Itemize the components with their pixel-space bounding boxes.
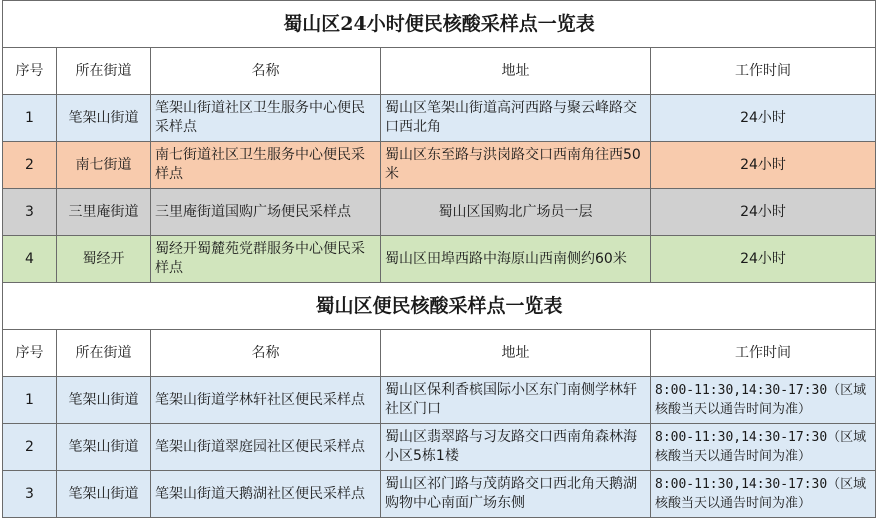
row-address: 蜀山区东至路与洪岗路交口西南角往西50米 — [381, 142, 651, 189]
row-name: 蜀经开蜀麓苑党群服务中心便民采样点 — [151, 236, 381, 283]
header-name: 名称 — [151, 48, 381, 95]
header-name: 名称 — [151, 330, 381, 377]
row-address: 蜀山区国购北广场员一层 — [381, 189, 651, 236]
table-row — [3, 189, 876, 236]
row-hours: 24小时 — [651, 95, 876, 142]
table-row — [3, 377, 876, 424]
row-address: 蜀山区保利香槟国际小区东门南侧学林轩社区门口 — [381, 377, 651, 424]
row-hours: 8:00-11:30,14:30-17:30（区域核酸当天以通告时间为准） — [651, 471, 876, 518]
row-hours: 24小时 — [651, 236, 876, 283]
sampling-sites-sheet — [2, 0, 875, 518]
row-name: 三里庵街道国购广场便民采样点 — [151, 189, 381, 236]
row-name: 笔架山街道学林轩社区便民采样点 — [151, 377, 381, 424]
row-street: 笔架山街道 — [57, 471, 151, 518]
row-street: 南七街道 — [57, 142, 151, 189]
row-street: 三里庵街道 — [57, 189, 151, 236]
table-row — [3, 236, 876, 283]
header-no: 序号 — [3, 48, 57, 95]
row-name: 笔架山街道社区卫生服务中心便民采样点 — [151, 95, 381, 142]
row-hours: 24小时 — [651, 189, 876, 236]
table2-title: 蜀山区便民核酸采样点一览表 — [3, 283, 876, 330]
row-name: 笔架山街道天鹅湖社区便民采样点 — [151, 471, 381, 518]
table-row — [3, 142, 876, 189]
header-address: 地址 — [381, 48, 651, 95]
row-no: 3 — [3, 471, 57, 518]
row-no: 4 — [3, 236, 57, 283]
row-no: 1 — [3, 95, 57, 142]
header-address: 地址 — [381, 330, 651, 377]
header-hours: 工作时间 — [651, 48, 876, 95]
row-name: 南七街道社区卫生服务中心便民采样点 — [151, 142, 381, 189]
row-hours: 24小时 — [651, 142, 876, 189]
row-hours: 8:00-11:30,14:30-17:30（区域核酸当天以通告时间为准） — [651, 377, 876, 424]
table-row — [3, 471, 876, 518]
sites-table — [2, 0, 876, 518]
table2-header-row — [3, 330, 876, 377]
table1-title: 蜀山区24小时便民核酸采样点一览表 — [3, 1, 876, 48]
row-address: 蜀山区翡翠路与习友路交口西南角森林海小区5栋1楼 — [381, 424, 651, 471]
row-no: 1 — [3, 377, 57, 424]
row-street: 蜀经开 — [57, 236, 151, 283]
header-no: 序号 — [3, 330, 57, 377]
row-hours: 8:00-11:30,14:30-17:30（区域核酸当天以通告时间为准） — [651, 424, 876, 471]
row-street: 笔架山街道 — [57, 95, 151, 142]
header-street: 所在街道 — [57, 48, 151, 95]
row-street: 笔架山街道 — [57, 424, 151, 471]
row-address: 蜀山区笔架山街道高河西路与聚云峰路交口西北角 — [381, 95, 651, 142]
row-no: 2 — [3, 142, 57, 189]
row-no: 2 — [3, 424, 57, 471]
row-no: 3 — [3, 189, 57, 236]
row-name: 笔架山街道翠庭园社区便民采样点 — [151, 424, 381, 471]
row-street: 笔架山街道 — [57, 377, 151, 424]
table-row — [3, 95, 876, 142]
table1-header-row — [3, 48, 876, 95]
header-hours: 工作时间 — [651, 330, 876, 377]
row-address: 蜀山区田埠西路中海原山西南侧约60米 — [381, 236, 651, 283]
header-street: 所在街道 — [57, 330, 151, 377]
table-row — [3, 424, 876, 471]
row-address: 蜀山区祁门路与茂荫路交口西北角天鹅湖购物中心南面广场东侧 — [381, 471, 651, 518]
